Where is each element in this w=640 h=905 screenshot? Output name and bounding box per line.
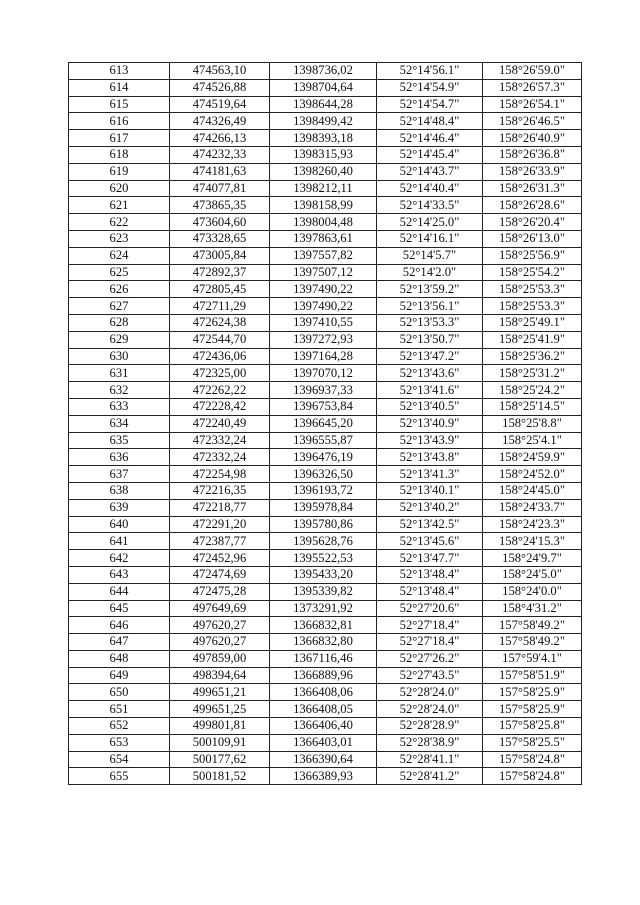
y-coordinate-cell: 1396645,20 (270, 415, 377, 432)
point-number-cell: 626 (69, 281, 170, 298)
x-coordinate-cell: 498394,64 (170, 667, 270, 684)
longitude-cell: 158°25'53.3" (483, 281, 582, 298)
x-coordinate-cell: 472254,98 (170, 466, 270, 483)
table-row (69, 751, 582, 768)
x-coordinate-cell: 472240,49 (170, 415, 270, 432)
point-number-cell: 654 (69, 751, 170, 768)
latitude-cell: 52°13'41.6" (377, 382, 483, 399)
y-coordinate-cell: 1366403,01 (270, 734, 377, 751)
table-row (69, 230, 582, 247)
y-coordinate-cell: 1398315,93 (270, 146, 377, 163)
y-coordinate-cell: 1397863,61 (270, 230, 377, 247)
table-row (69, 600, 582, 617)
table-row (69, 348, 582, 365)
longitude-cell: 158°26'33.9" (483, 163, 582, 180)
latitude-cell: 52°28'41.1" (377, 751, 483, 768)
longitude-cell: 158°25'4.1" (483, 432, 582, 449)
longitude-cell: 157°58'51.9" (483, 667, 582, 684)
x-coordinate-cell: 497620,27 (170, 617, 270, 634)
x-coordinate-cell: 472387,77 (170, 533, 270, 550)
y-coordinate-cell: 1397070,12 (270, 365, 377, 382)
longitude-cell: 158°24'52.0" (483, 466, 582, 483)
latitude-cell: 52°13'56.1" (377, 298, 483, 315)
x-coordinate-cell: 474326,49 (170, 113, 270, 130)
x-coordinate-cell: 497649,69 (170, 600, 270, 617)
x-coordinate-cell: 473005,84 (170, 247, 270, 264)
point-number-cell: 631 (69, 365, 170, 382)
latitude-cell: 52°28'41.2" (377, 768, 483, 785)
x-coordinate-cell: 499801,81 (170, 718, 270, 735)
x-coordinate-cell: 500109,91 (170, 734, 270, 751)
y-coordinate-cell: 1397507,12 (270, 264, 377, 281)
y-coordinate-cell: 1398704,64 (270, 79, 377, 96)
longitude-cell: 157°58'24.8" (483, 751, 582, 768)
longitude-cell: 157°58'49.2" (483, 634, 582, 651)
table-row (69, 466, 582, 483)
x-coordinate-cell: 497620,27 (170, 634, 270, 651)
y-coordinate-cell: 1366389,93 (270, 768, 377, 785)
y-coordinate-cell: 1397490,22 (270, 298, 377, 315)
latitude-cell: 52°13'47.7" (377, 550, 483, 567)
y-coordinate-cell: 1396937,33 (270, 382, 377, 399)
y-coordinate-cell: 1397272,93 (270, 331, 377, 348)
y-coordinate-cell: 1397490,22 (270, 281, 377, 298)
x-coordinate-cell: 499651,21 (170, 684, 270, 701)
longitude-cell: 158°26'40.9" (483, 130, 582, 147)
y-coordinate-cell: 1397164,28 (270, 348, 377, 365)
x-coordinate-cell: 474077,81 (170, 180, 270, 197)
x-coordinate-cell: 472332,24 (170, 449, 270, 466)
latitude-cell: 52°14'54.7" (377, 96, 483, 113)
table-row (69, 566, 582, 583)
y-coordinate-cell: 1398499,42 (270, 113, 377, 130)
point-number-cell: 634 (69, 415, 170, 432)
latitude-cell: 52°27'18.4" (377, 617, 483, 634)
table-row (69, 583, 582, 600)
x-coordinate-cell: 472216,35 (170, 482, 270, 499)
latitude-cell: 52°13'53.3" (377, 314, 483, 331)
table-row (69, 331, 582, 348)
longitude-cell: 158°24'23.3" (483, 516, 582, 533)
table-row (69, 63, 582, 80)
x-coordinate-cell: 474526,88 (170, 79, 270, 96)
latitude-cell: 52°13'40.9" (377, 415, 483, 432)
point-number-cell: 640 (69, 516, 170, 533)
longitude-cell: 158°26'57.3" (483, 79, 582, 96)
point-number-cell: 649 (69, 667, 170, 684)
longitude-cell: 157°59'4.1" (483, 650, 582, 667)
y-coordinate-cell: 1366390,64 (270, 751, 377, 768)
longitude-cell: 158°26'36.8" (483, 146, 582, 163)
coordinates-table (68, 62, 582, 785)
latitude-cell: 52°27'43.5" (377, 667, 483, 684)
x-coordinate-cell: 473865,35 (170, 197, 270, 214)
table-row (69, 701, 582, 718)
point-number-cell: 651 (69, 701, 170, 718)
point-number-cell: 636 (69, 449, 170, 466)
point-number-cell: 655 (69, 768, 170, 785)
latitude-cell: 52°14'5.7" (377, 247, 483, 264)
y-coordinate-cell: 1398212,11 (270, 180, 377, 197)
point-number-cell: 644 (69, 583, 170, 600)
latitude-cell: 52°14'54.9" (377, 79, 483, 96)
table-row (69, 617, 582, 634)
point-number-cell: 635 (69, 432, 170, 449)
point-number-cell: 630 (69, 348, 170, 365)
latitude-cell: 52°28'28.9" (377, 718, 483, 735)
y-coordinate-cell: 1366406,40 (270, 718, 377, 735)
longitude-cell: 158°26'54.1" (483, 96, 582, 113)
table-row (69, 214, 582, 231)
x-coordinate-cell: 472892,37 (170, 264, 270, 281)
y-coordinate-cell: 1398644,28 (270, 96, 377, 113)
point-number-cell: 638 (69, 482, 170, 499)
latitude-cell: 52°13'40.2" (377, 499, 483, 516)
x-coordinate-cell: 472474,69 (170, 566, 270, 583)
longitude-cell: 158°24'9.7" (483, 550, 582, 567)
table-row (69, 180, 582, 197)
table-row (69, 365, 582, 382)
x-coordinate-cell: 473604,60 (170, 214, 270, 231)
latitude-cell: 52°28'24.0" (377, 701, 483, 718)
table-row (69, 146, 582, 163)
y-coordinate-cell: 1367116,46 (270, 650, 377, 667)
table-row (69, 482, 582, 499)
longitude-cell: 158°4'31.2" (483, 600, 582, 617)
x-coordinate-cell: 474519,64 (170, 96, 270, 113)
y-coordinate-cell: 1395339,82 (270, 583, 377, 600)
table-row (69, 398, 582, 415)
x-coordinate-cell: 474266,13 (170, 130, 270, 147)
x-coordinate-cell: 474563,10 (170, 63, 270, 80)
latitude-cell: 52°13'43.6" (377, 365, 483, 382)
table-row (69, 768, 582, 785)
table-row (69, 113, 582, 130)
longitude-cell: 157°58'25.9" (483, 684, 582, 701)
point-number-cell: 615 (69, 96, 170, 113)
longitude-cell: 157°58'25.8" (483, 718, 582, 735)
y-coordinate-cell: 1366408,05 (270, 701, 377, 718)
point-number-cell: 617 (69, 130, 170, 147)
table-row (69, 415, 582, 432)
table-row (69, 634, 582, 651)
longitude-cell: 158°24'59.9" (483, 449, 582, 466)
y-coordinate-cell: 1395780,86 (270, 516, 377, 533)
latitude-cell: 52°13'43.8" (377, 449, 483, 466)
point-number-cell: 641 (69, 533, 170, 550)
longitude-cell: 157°58'24.8" (483, 768, 582, 785)
x-coordinate-cell: 472711,29 (170, 298, 270, 315)
table-row (69, 684, 582, 701)
table-row (69, 449, 582, 466)
table-row (69, 382, 582, 399)
latitude-cell: 52°27'20.6" (377, 600, 483, 617)
point-number-cell: 643 (69, 566, 170, 583)
table-row (69, 197, 582, 214)
x-coordinate-cell: 472475,28 (170, 583, 270, 600)
longitude-cell: 158°25'24.2" (483, 382, 582, 399)
longitude-cell: 158°25'56.9" (483, 247, 582, 264)
latitude-cell: 52°14'40.4" (377, 180, 483, 197)
longitude-cell: 158°26'46.5" (483, 113, 582, 130)
table-row (69, 734, 582, 751)
table-row (69, 314, 582, 331)
x-coordinate-cell: 472805,45 (170, 281, 270, 298)
x-coordinate-cell: 473328,65 (170, 230, 270, 247)
x-coordinate-cell: 472291,20 (170, 516, 270, 533)
latitude-cell: 52°27'26.2" (377, 650, 483, 667)
longitude-cell: 158°26'20.4" (483, 214, 582, 231)
x-coordinate-cell: 474181,63 (170, 163, 270, 180)
latitude-cell: 52°14'2.0" (377, 264, 483, 281)
x-coordinate-cell: 474232,33 (170, 146, 270, 163)
longitude-cell: 158°24'5.0" (483, 566, 582, 583)
longitude-cell: 158°25'41.9" (483, 331, 582, 348)
latitude-cell: 52°13'59.2" (377, 281, 483, 298)
point-number-cell: 637 (69, 466, 170, 483)
longitude-cell: 158°24'45.0" (483, 482, 582, 499)
point-number-cell: 613 (69, 63, 170, 80)
table-row (69, 79, 582, 96)
x-coordinate-cell: 472436,06 (170, 348, 270, 365)
latitude-cell: 52°13'48.4" (377, 566, 483, 583)
y-coordinate-cell: 1398158,99 (270, 197, 377, 214)
longitude-cell: 158°26'59.0" (483, 63, 582, 80)
table-row (69, 96, 582, 113)
latitude-cell: 52°14'16.1" (377, 230, 483, 247)
point-number-cell: 618 (69, 146, 170, 163)
point-number-cell: 650 (69, 684, 170, 701)
latitude-cell: 52°13'48.4" (377, 583, 483, 600)
point-number-cell: 648 (69, 650, 170, 667)
point-number-cell: 622 (69, 214, 170, 231)
y-coordinate-cell: 1366832,81 (270, 617, 377, 634)
latitude-cell: 52°14'48.4" (377, 113, 483, 130)
point-number-cell: 639 (69, 499, 170, 516)
point-number-cell: 652 (69, 718, 170, 735)
longitude-cell: 158°24'33.7" (483, 499, 582, 516)
point-number-cell: 627 (69, 298, 170, 315)
longitude-cell: 158°26'13.0" (483, 230, 582, 247)
longitude-cell: 158°25'53.3" (483, 298, 582, 315)
table-row (69, 130, 582, 147)
x-coordinate-cell: 497859,00 (170, 650, 270, 667)
table-row (69, 281, 582, 298)
x-coordinate-cell: 472624,38 (170, 314, 270, 331)
point-number-cell: 653 (69, 734, 170, 751)
latitude-cell: 52°13'42.5" (377, 516, 483, 533)
longitude-cell: 158°24'15.3" (483, 533, 582, 550)
y-coordinate-cell: 1395628,76 (270, 533, 377, 550)
table-row (69, 298, 582, 315)
x-coordinate-cell: 472544,70 (170, 331, 270, 348)
x-coordinate-cell: 472332,24 (170, 432, 270, 449)
y-coordinate-cell: 1396326,50 (270, 466, 377, 483)
point-number-cell: 619 (69, 163, 170, 180)
latitude-cell: 52°28'24.0" (377, 684, 483, 701)
point-number-cell: 633 (69, 398, 170, 415)
table-row (69, 516, 582, 533)
y-coordinate-cell: 1395522,53 (270, 550, 377, 567)
y-coordinate-cell: 1396193,72 (270, 482, 377, 499)
longitude-cell: 158°24'0.0" (483, 583, 582, 600)
latitude-cell: 52°13'45.6" (377, 533, 483, 550)
longitude-cell: 158°26'28.6" (483, 197, 582, 214)
x-coordinate-cell: 472228,42 (170, 398, 270, 415)
x-coordinate-cell: 472218,77 (170, 499, 270, 516)
y-coordinate-cell: 1397557,82 (270, 247, 377, 264)
table-row (69, 247, 582, 264)
latitude-cell: 52°13'43.9" (377, 432, 483, 449)
latitude-cell: 52°14'43.7" (377, 163, 483, 180)
latitude-cell: 52°14'33.5" (377, 197, 483, 214)
y-coordinate-cell: 1366408,06 (270, 684, 377, 701)
x-coordinate-cell: 472452,96 (170, 550, 270, 567)
longitude-cell: 157°58'49.2" (483, 617, 582, 634)
point-number-cell: 623 (69, 230, 170, 247)
latitude-cell: 52°14'56.1" (377, 63, 483, 80)
point-number-cell: 628 (69, 314, 170, 331)
longitude-cell: 158°25'36.2" (483, 348, 582, 365)
latitude-cell: 52°13'40.5" (377, 398, 483, 415)
coordinates-table-body (69, 63, 582, 785)
point-number-cell: 646 (69, 617, 170, 634)
y-coordinate-cell: 1398260,40 (270, 163, 377, 180)
y-coordinate-cell: 1396476,19 (270, 449, 377, 466)
table-row (69, 650, 582, 667)
table-row (69, 533, 582, 550)
y-coordinate-cell: 1366832,80 (270, 634, 377, 651)
y-coordinate-cell: 1396555,87 (270, 432, 377, 449)
point-number-cell: 647 (69, 634, 170, 651)
longitude-cell: 158°26'31.3" (483, 180, 582, 197)
point-number-cell: 620 (69, 180, 170, 197)
latitude-cell: 52°13'41.3" (377, 466, 483, 483)
table-row (69, 718, 582, 735)
longitude-cell: 157°58'25.9" (483, 701, 582, 718)
latitude-cell: 52°28'38.9" (377, 734, 483, 751)
x-coordinate-cell: 500177,62 (170, 751, 270, 768)
y-coordinate-cell: 1395978,84 (270, 499, 377, 516)
point-number-cell: 616 (69, 113, 170, 130)
y-coordinate-cell: 1366889,96 (270, 667, 377, 684)
longitude-cell: 158°25'54.2" (483, 264, 582, 281)
point-number-cell: 629 (69, 331, 170, 348)
point-number-cell: 614 (69, 79, 170, 96)
point-number-cell: 621 (69, 197, 170, 214)
point-number-cell: 632 (69, 382, 170, 399)
table-row (69, 667, 582, 684)
longitude-cell: 158°25'31.2" (483, 365, 582, 382)
x-coordinate-cell: 499651,25 (170, 701, 270, 718)
latitude-cell: 52°13'47.2" (377, 348, 483, 365)
latitude-cell: 52°14'25.0" (377, 214, 483, 231)
point-number-cell: 624 (69, 247, 170, 264)
latitude-cell: 52°14'46.4" (377, 130, 483, 147)
point-number-cell: 625 (69, 264, 170, 281)
longitude-cell: 158°25'49.1" (483, 314, 582, 331)
point-number-cell: 642 (69, 550, 170, 567)
y-coordinate-cell: 1398736,02 (270, 63, 377, 80)
longitude-cell: 158°25'8.8" (483, 415, 582, 432)
longitude-cell: 157°58'25.5" (483, 734, 582, 751)
y-coordinate-cell: 1396753,84 (270, 398, 377, 415)
y-coordinate-cell: 1397410,55 (270, 314, 377, 331)
table-row (69, 432, 582, 449)
latitude-cell: 52°27'18.4" (377, 634, 483, 651)
longitude-cell: 158°25'14.5" (483, 398, 582, 415)
table-row (69, 550, 582, 567)
x-coordinate-cell: 500181,52 (170, 768, 270, 785)
table-row (69, 499, 582, 516)
latitude-cell: 52°14'45.4" (377, 146, 483, 163)
table-row (69, 163, 582, 180)
x-coordinate-cell: 472262,22 (170, 382, 270, 399)
y-coordinate-cell: 1395433,20 (270, 566, 377, 583)
point-number-cell: 645 (69, 600, 170, 617)
y-coordinate-cell: 1398004,48 (270, 214, 377, 231)
latitude-cell: 52°13'40.1" (377, 482, 483, 499)
y-coordinate-cell: 1398393,18 (270, 130, 377, 147)
y-coordinate-cell: 1373291,92 (270, 600, 377, 617)
table-row (69, 264, 582, 281)
x-coordinate-cell: 472325,00 (170, 365, 270, 382)
latitude-cell: 52°13'50.7" (377, 331, 483, 348)
